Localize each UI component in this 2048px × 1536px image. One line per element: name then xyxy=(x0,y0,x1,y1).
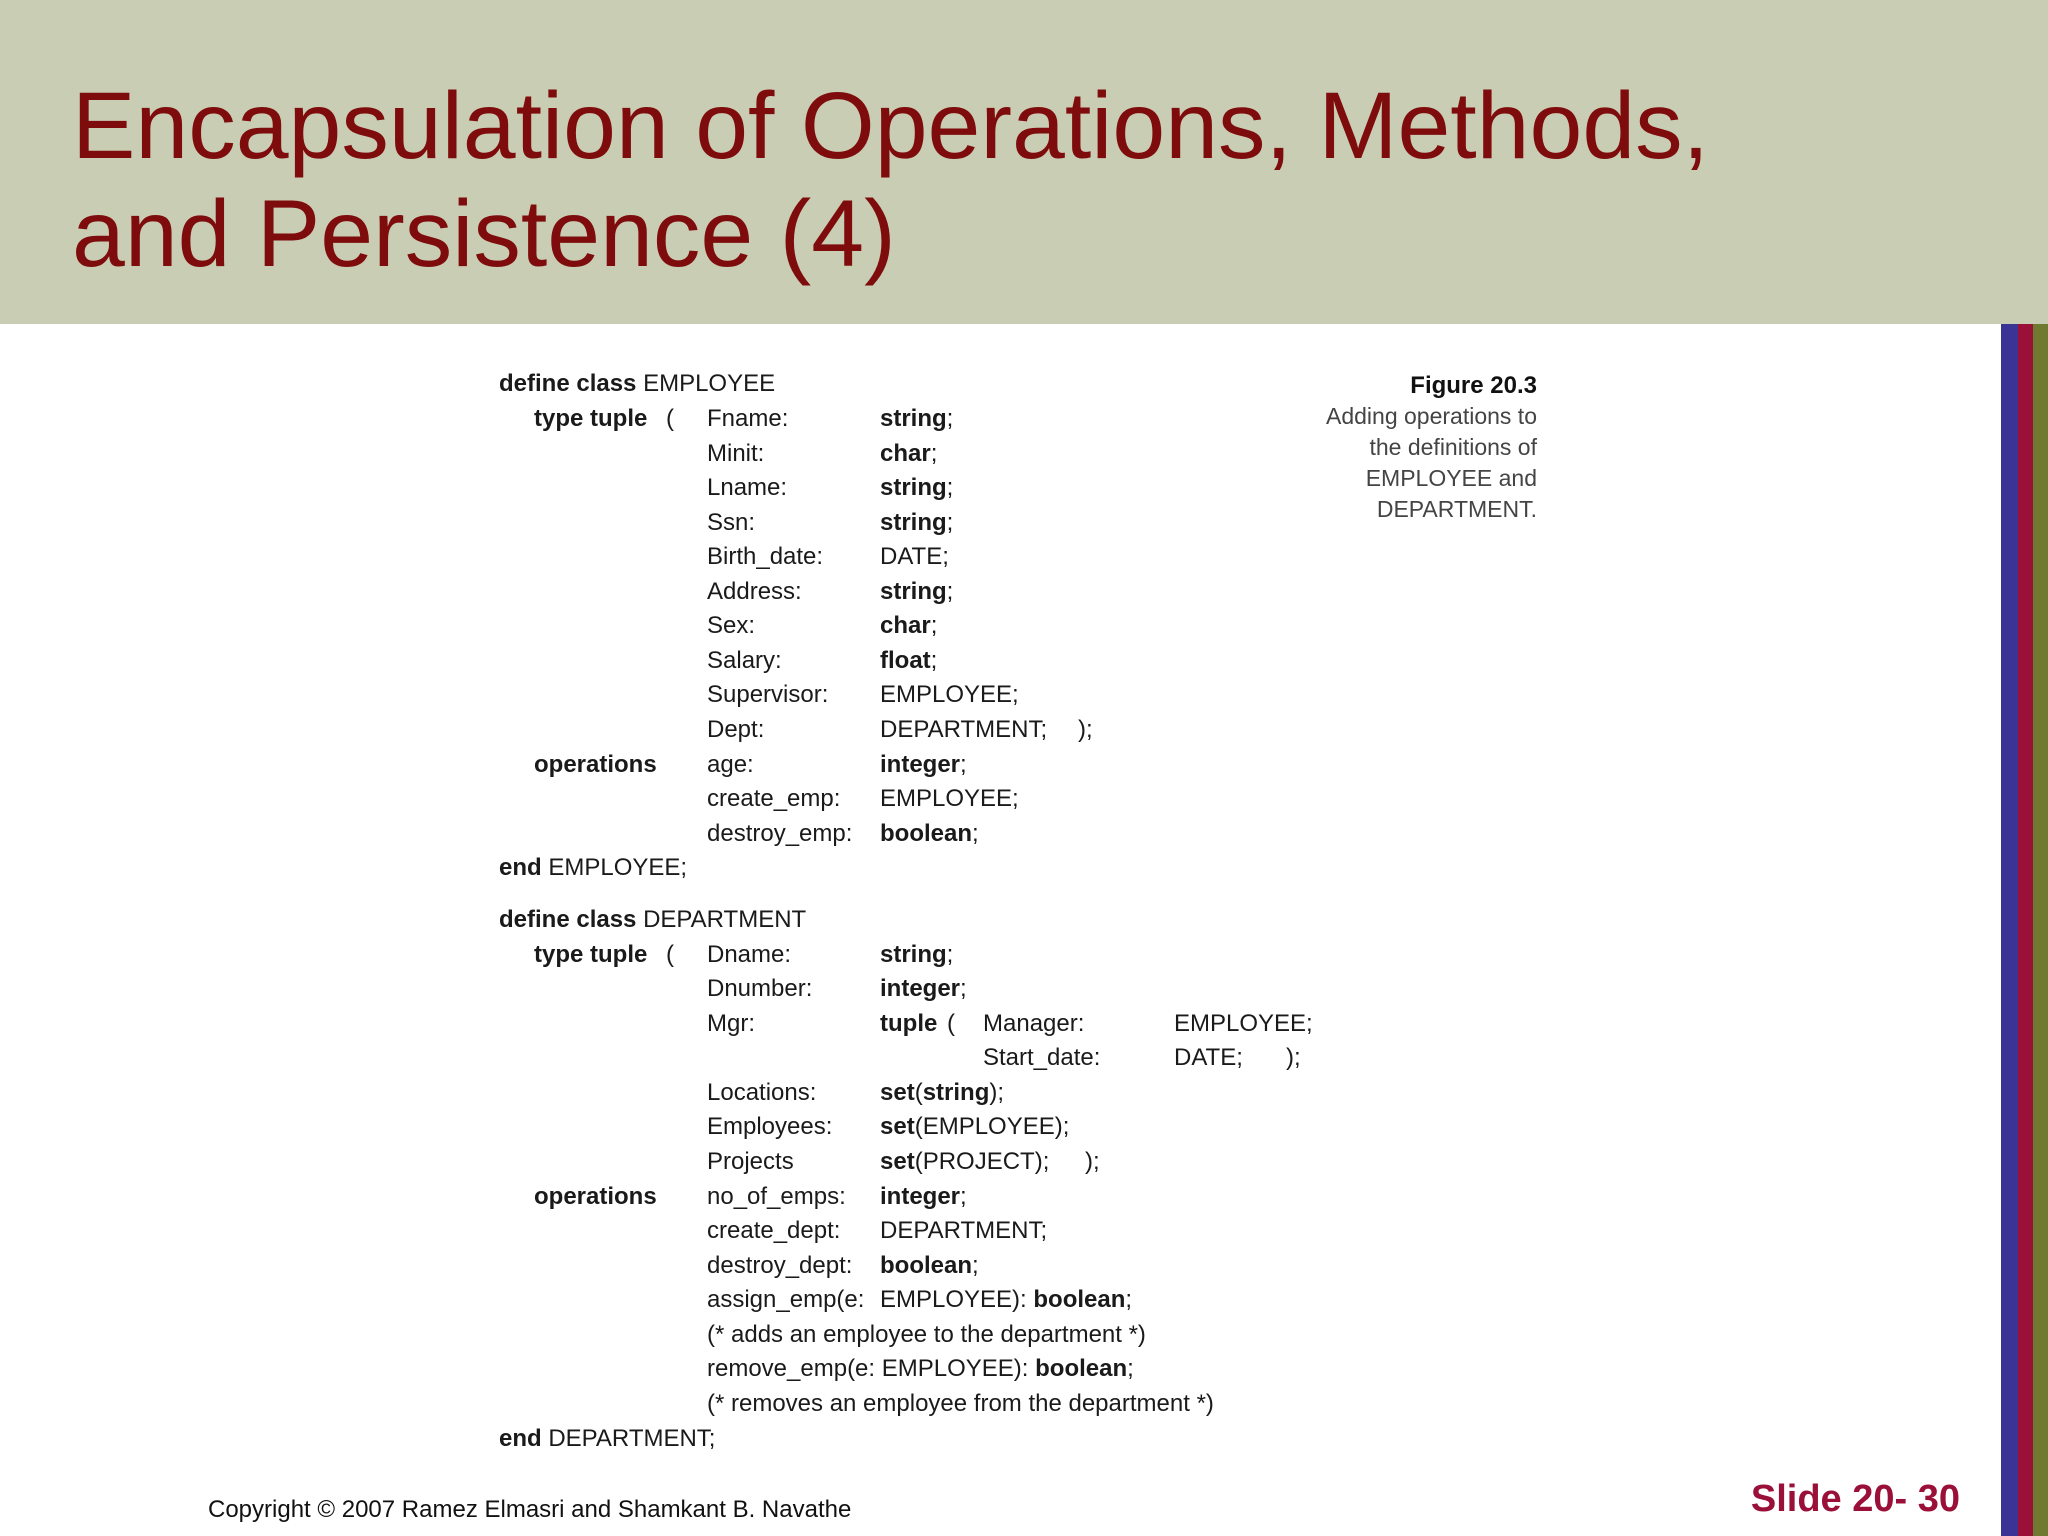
department-set-attr-name: Projects xyxy=(707,1148,794,1175)
department-open-paren: ( xyxy=(666,941,674,968)
department-op-name: no_of_emps: xyxy=(707,1183,846,1210)
employee-attr-name: Lname: xyxy=(707,474,788,501)
figure-caption-line: the definitions of xyxy=(1369,434,1537,460)
department-op-name: create_dept: xyxy=(707,1217,841,1244)
department-op-type: boolean; xyxy=(880,1252,979,1279)
department-close-paren: ); xyxy=(1085,1148,1100,1175)
employee-end-line: end EMPLOYEE; xyxy=(499,854,688,881)
employee-op-type: EMPLOYEE; xyxy=(880,785,1019,812)
employee-attr-name: Fname: xyxy=(707,405,789,432)
department-mgr-name: Mgr: xyxy=(707,1010,755,1037)
employee-attr-type: EMPLOYEE; xyxy=(880,681,1019,708)
slide-number: Slide 20- 30 xyxy=(1750,1478,1960,1520)
employee-attr-type: char; xyxy=(880,612,938,639)
slide-title-line-2: and Persistence (4) xyxy=(72,181,896,287)
employee-attr-name: Address: xyxy=(707,578,802,605)
department-mgr-field-name: Manager: xyxy=(983,1010,1085,1037)
employee-attr-type: DATE; xyxy=(880,543,949,570)
employee-define-line: define class EMPLOYEE xyxy=(499,370,776,397)
department-set-attr-name: Locations: xyxy=(707,1079,817,1106)
department-op-type: DEPARTMENT; xyxy=(880,1217,1048,1244)
figure-caption-line: DEPARTMENT. xyxy=(1376,496,1537,522)
department-op-type: integer; xyxy=(880,1183,967,1210)
department-op-name: destroy_dept: xyxy=(707,1252,853,1279)
department-attr-name: Dnumber: xyxy=(707,975,813,1002)
employee-attr-name: Birth_date: xyxy=(707,543,824,570)
employee-operations-keyword: operations xyxy=(534,751,657,778)
employee-attr-name: Salary: xyxy=(707,647,782,674)
department-mgr-field-name: Start_date: xyxy=(983,1044,1101,1071)
department-assign-op-type: EMPLOYEE): boolean; xyxy=(880,1286,1133,1313)
figure-caption-title: Figure 20.3 xyxy=(1410,372,1537,399)
employee-attr-name: Sex: xyxy=(707,612,756,639)
slide-title-line-1: Encapsulation of Operations, Methods, xyxy=(72,73,1710,179)
employee-attr-type: string; xyxy=(880,405,954,432)
employee-op-name: age: xyxy=(707,751,754,778)
department-set-attr-type: set(string); xyxy=(880,1079,1005,1106)
department-set-attr-type: set(EMPLOYEE); xyxy=(880,1113,1070,1140)
department-assign-op-name: assign_emp(e: xyxy=(707,1286,865,1313)
employee-attr-type: string; xyxy=(880,578,954,605)
department-remove-comment: (* removes an employee from the department *) xyxy=(707,1390,1214,1417)
employee-type-tuple-keyword: type tuple xyxy=(534,405,648,432)
department-mgr-field-type: EMPLOYEE; xyxy=(1174,1010,1313,1037)
employee-attr-name: Dept: xyxy=(707,716,765,743)
employee-attr-name: Supervisor: xyxy=(707,681,829,708)
department-end-line: end DEPARTMENT; xyxy=(499,1425,716,1452)
department-remove-op: remove_emp(e: EMPLOYEE): boolean; xyxy=(707,1355,1134,1382)
department-mgr-open-paren: ( xyxy=(947,1010,955,1037)
department-mgr-tuple-keyword: tuple xyxy=(880,1010,938,1037)
department-define-line: define class DEPARTMENT xyxy=(499,906,807,933)
department-attr-type: integer; xyxy=(880,975,967,1002)
employee-op-type: integer; xyxy=(880,751,967,778)
employee-op-type: boolean; xyxy=(880,820,979,847)
employee-attr-type: string; xyxy=(880,509,954,536)
employee-attr-type: DEPARTMENT; xyxy=(880,716,1048,743)
department-attr-type: string; xyxy=(880,941,954,968)
department-mgr-close-paren: ); xyxy=(1286,1044,1301,1071)
employee-attr-type: char; xyxy=(880,440,938,467)
employee-attr-type: float; xyxy=(880,647,938,674)
department-type-tuple-keyword: type tuple xyxy=(534,941,648,968)
employee-close-paren: ); xyxy=(1078,716,1093,743)
department-operations-keyword: operations xyxy=(534,1183,657,1210)
figure-caption-line: EMPLOYEE and xyxy=(1365,465,1537,491)
department-set-attr-type: set(PROJECT); xyxy=(880,1148,1050,1175)
employee-attr-name: Minit: xyxy=(707,440,765,467)
figure-caption-line: Adding operations to xyxy=(1326,403,1537,429)
copyright-footer: Copyright © 2007 Ramez Elmasri and Shamkant B. Navathe xyxy=(208,1496,852,1523)
employee-attr-name: Ssn: xyxy=(707,509,756,536)
employee-op-name: destroy_emp: xyxy=(707,820,853,847)
employee-attr-type: string; xyxy=(880,474,954,501)
department-assign-comment: (* adds an employee to the department *) xyxy=(707,1321,1146,1348)
department-set-attr-name: Employees: xyxy=(707,1113,833,1140)
department-attr-name: Dname: xyxy=(707,941,792,968)
employee-op-name: create_emp: xyxy=(707,785,841,812)
employee-open-paren: ( xyxy=(666,405,674,432)
department-mgr-field-type: DATE; xyxy=(1174,1044,1243,1071)
